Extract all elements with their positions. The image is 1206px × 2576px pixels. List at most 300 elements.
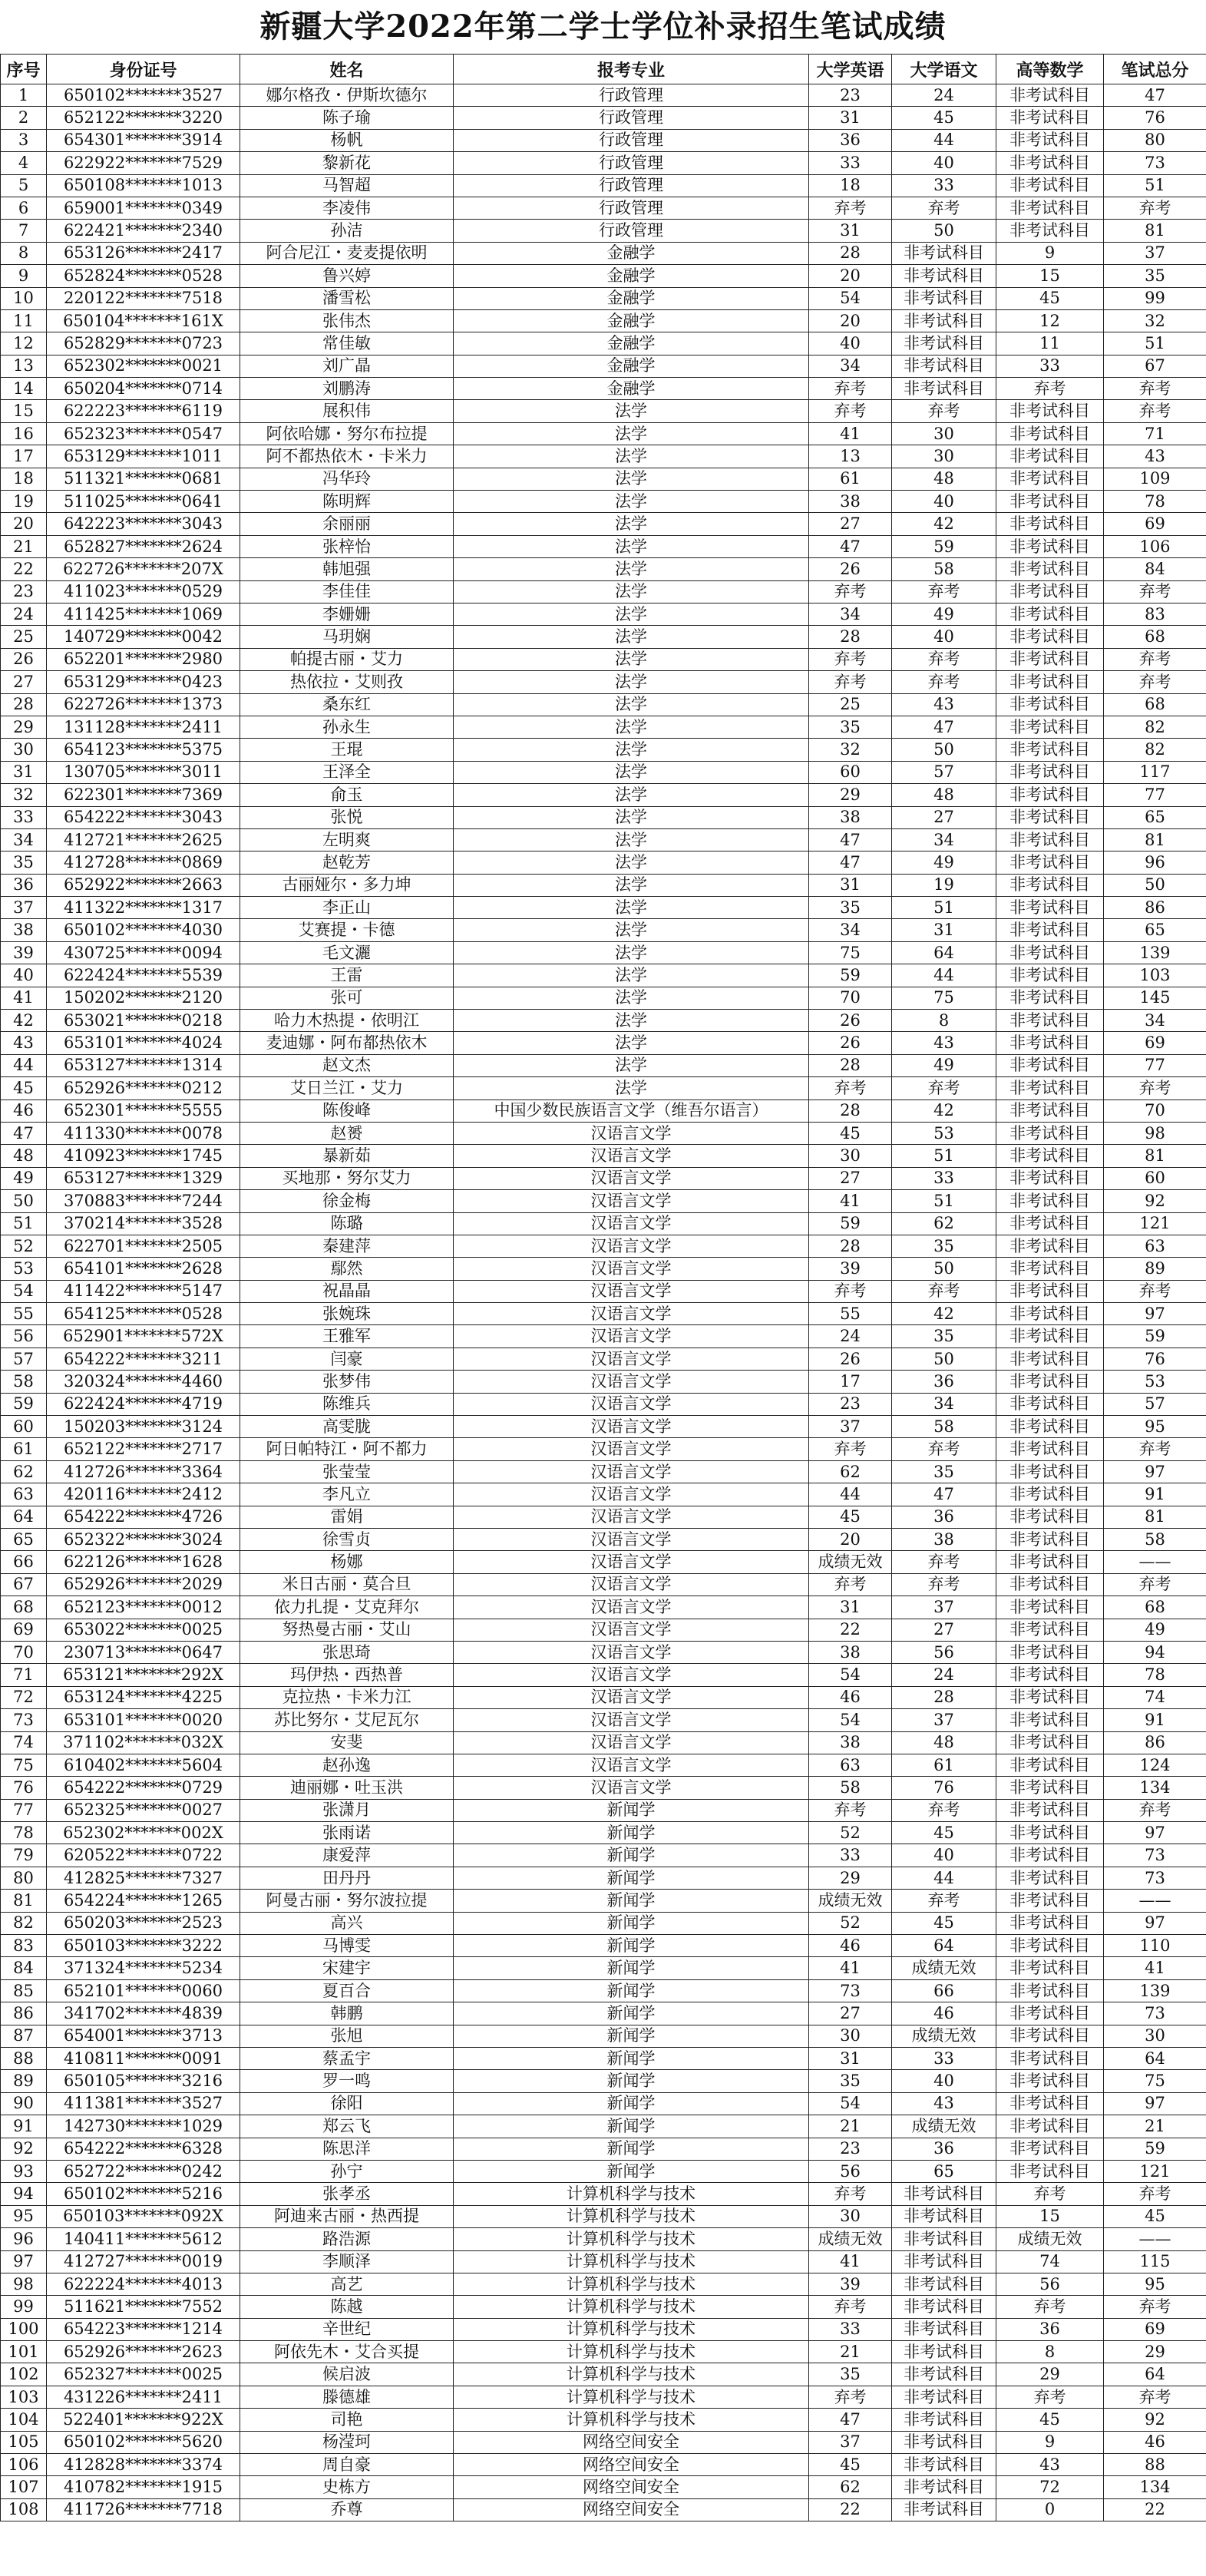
table-row <box>1 2318 1206 2340</box>
cell-math: 非考试科目 <box>996 1529 1104 1551</box>
table-row <box>1 603 1206 625</box>
cell-english: 52 <box>809 1822 892 1844</box>
header-english: 大学英语 <box>809 55 892 84</box>
cell-seq: 82 <box>1 1912 47 1934</box>
table-row <box>1 2025 1206 2047</box>
cell-english: 75 <box>809 941 892 964</box>
cell-id-number: 650102*******5620 <box>47 2431 240 2453</box>
cell-seq: 9 <box>1 265 47 287</box>
cell-id-number: 412828*******3374 <box>47 2454 240 2476</box>
cell-major: 计算机科学与技术 <box>454 2363 809 2386</box>
cell-seq: 108 <box>1 2498 47 2521</box>
cell-id-number: 652322*******3024 <box>47 1529 240 1551</box>
cell-chinese: 弃考 <box>892 1799 996 1821</box>
cell-seq: 46 <box>1 1100 47 1122</box>
cell-name: 赵乾芳 <box>240 852 454 874</box>
cell-id-number: 652325*******0027 <box>47 1799 240 1821</box>
cell-seq: 65 <box>1 1529 47 1551</box>
cell-name: 赵赟 <box>240 1122 454 1144</box>
cell-seq: 102 <box>1 2363 47 2386</box>
cell-math: 74 <box>996 2250 1104 2273</box>
header-major: 报考专业 <box>454 55 809 84</box>
cell-major: 行政管理 <box>454 129 809 151</box>
table-row <box>1 265 1206 287</box>
cell-total: 弃考 <box>1104 648 1206 670</box>
cell-math: 非考试科目 <box>996 1596 1104 1619</box>
cell-total: —— <box>1104 1551 1206 1573</box>
cell-english: 30 <box>809 2205 892 2227</box>
cell-english: 41 <box>809 1190 892 1212</box>
cell-id-number: 653101*******4024 <box>47 1032 240 1054</box>
cell-chinese: 37 <box>892 1596 996 1619</box>
cell-math: 非考试科目 <box>996 1280 1104 1302</box>
cell-id-number: 511321*******0681 <box>47 468 240 490</box>
cell-chinese: 44 <box>892 1867 996 1889</box>
cell-name: 余丽丽 <box>240 513 454 535</box>
cell-chinese: 30 <box>892 445 996 468</box>
table-row <box>1 1664 1206 1686</box>
cell-math: 非考试科目 <box>996 1957 1104 1979</box>
cell-total: 92 <box>1104 1190 1206 1212</box>
cell-seq: 50 <box>1 1190 47 1212</box>
table-row <box>1 1641 1206 1663</box>
table-row <box>1 129 1206 151</box>
cell-id-number: 412727*******0019 <box>47 2250 240 2273</box>
cell-seq: 69 <box>1 1619 47 1641</box>
table-row <box>1 897 1206 919</box>
cell-chinese: 50 <box>892 1258 996 1280</box>
cell-english: 41 <box>809 2250 892 2273</box>
table-row <box>1 1551 1206 1573</box>
cell-chinese: 非考试科目 <box>892 355 996 377</box>
cell-chinese: 33 <box>892 2047 996 2069</box>
cell-math: 非考试科目 <box>996 1822 1104 1844</box>
cell-id-number: 622224*******4013 <box>47 2273 240 2295</box>
cell-name: 努热曼古丽・艾山 <box>240 1619 454 1641</box>
cell-math: 非考试科目 <box>996 987 1104 1009</box>
cell-chinese: 非考试科目 <box>892 287 996 309</box>
table-row <box>1 1619 1206 1641</box>
cell-chinese: 弃考 <box>892 671 996 693</box>
cell-major: 新闻学 <box>454 1912 809 1934</box>
cell-math: 非考试科目 <box>996 761 1104 783</box>
cell-id-number: 622726*******207X <box>47 558 240 580</box>
cell-total: 68 <box>1104 1596 1206 1619</box>
cell-chinese: 65 <box>892 2160 996 2182</box>
cell-chinese: 45 <box>892 107 996 129</box>
cell-major: 法学 <box>454 987 809 1009</box>
table-row <box>1 2273 1206 2295</box>
cell-chinese: 非考试科目 <box>892 2363 996 2386</box>
cell-math: 非考试科目 <box>996 1258 1104 1280</box>
cell-major: 汉语言文学 <box>454 1619 809 1641</box>
cell-english: 弃考 <box>809 648 892 670</box>
cell-english: 弃考 <box>809 1077 892 1100</box>
cell-seq: 55 <box>1 1303 47 1325</box>
cell-math: 非考试科目 <box>996 1438 1104 1460</box>
cell-major: 汉语言文学 <box>454 1122 809 1144</box>
cell-name: 张思琦 <box>240 1641 454 1663</box>
cell-math: 非考试科目 <box>996 491 1104 513</box>
table-row <box>1 2296 1206 2318</box>
cell-major: 新闻学 <box>454 1935 809 1957</box>
cell-seq: 105 <box>1 2431 47 2453</box>
cell-english: 29 <box>809 784 892 806</box>
cell-name: 毛文灑 <box>240 941 454 964</box>
cell-english: 弃考 <box>809 1438 892 1460</box>
cell-id-number: 653101*******0020 <box>47 1709 240 1731</box>
table-row <box>1 1393 1206 1415</box>
cell-math: 非考试科目 <box>996 1912 1104 1934</box>
cell-english: 24 <box>809 1325 892 1348</box>
cell-chinese: 50 <box>892 1348 996 1370</box>
table-row <box>1 2070 1206 2092</box>
cell-seq: 1 <box>1 84 47 107</box>
score-table <box>0 54 1206 2521</box>
cell-seq: 75 <box>1 1754 47 1776</box>
cell-name: 艾日兰江・艾力 <box>240 1077 454 1100</box>
cell-seq: 95 <box>1 2205 47 2227</box>
cell-seq: 61 <box>1 1438 47 1460</box>
cell-seq: 73 <box>1 1709 47 1731</box>
table-row <box>1 2386 1206 2408</box>
cell-major: 新闻学 <box>454 1822 809 1844</box>
cell-major: 网络空间安全 <box>454 2498 809 2521</box>
table-row <box>1 445 1206 468</box>
table-row <box>1 535 1206 557</box>
cell-math: 非考试科目 <box>996 1506 1104 1528</box>
cell-math: 非考试科目 <box>996 874 1104 896</box>
cell-math: 非考试科目 <box>996 558 1104 580</box>
cell-name: 罗一鸣 <box>240 2070 454 2092</box>
cell-chinese: 50 <box>892 739 996 761</box>
cell-seq: 23 <box>1 580 47 603</box>
cell-id-number: 140411*******5612 <box>47 2228 240 2250</box>
cell-major: 行政管理 <box>454 84 809 107</box>
cell-math: 非考试科目 <box>996 580 1104 603</box>
cell-id-number: 622424*******4719 <box>47 1393 240 1415</box>
cell-seq: 56 <box>1 1325 47 1348</box>
cell-math: 非考试科目 <box>996 1167 1104 1189</box>
cell-chinese: 非考试科目 <box>892 265 996 287</box>
cell-id-number: 622223*******6119 <box>47 400 240 422</box>
cell-id-number: 430725*******0094 <box>47 941 240 964</box>
cell-id-number: 620522*******0722 <box>47 1844 240 1867</box>
cell-total: 43 <box>1104 445 1206 468</box>
cell-math: 9 <box>996 2431 1104 2453</box>
cell-total: 41 <box>1104 1957 1206 1979</box>
header-math: 高等数学 <box>996 55 1104 84</box>
table-row <box>1 964 1206 987</box>
cell-total: 86 <box>1104 897 1206 919</box>
cell-english: 成绩无效 <box>809 2228 892 2250</box>
cell-major: 计算机科学与技术 <box>454 2205 809 2227</box>
cell-major: 法学 <box>454 964 809 987</box>
cell-id-number: 431226*******2411 <box>47 2386 240 2408</box>
cell-seq: 45 <box>1 1077 47 1100</box>
cell-math: 非考试科目 <box>996 129 1104 151</box>
cell-english: 26 <box>809 1348 892 1370</box>
cell-english: 弃考 <box>809 1280 892 1302</box>
cell-seq: 19 <box>1 491 47 513</box>
cell-math: 非考试科目 <box>996 1235 1104 1257</box>
cell-total: 弃考 <box>1104 2386 1206 2408</box>
cell-total: 50 <box>1104 874 1206 896</box>
cell-math: 12 <box>996 309 1104 332</box>
cell-english: 47 <box>809 828 892 851</box>
cell-math: 非考试科目 <box>996 2160 1104 2182</box>
cell-name: 陈思洋 <box>240 2138 454 2160</box>
table-row <box>1 1438 1206 1460</box>
cell-english: 弃考 <box>809 197 892 219</box>
cell-chinese: 非考试科目 <box>892 242 996 264</box>
cell-total: 68 <box>1104 693 1206 716</box>
cell-math: 33 <box>996 355 1104 377</box>
cell-math: 非考试科目 <box>996 964 1104 987</box>
cell-id-number: 652302*******0021 <box>47 355 240 377</box>
cell-math: 非考试科目 <box>996 1619 1104 1641</box>
cell-english: 31 <box>809 1596 892 1619</box>
cell-major: 汉语言文学 <box>454 1573 809 1596</box>
cell-name: 辛世纪 <box>240 2318 454 2340</box>
cell-id-number: 220122*******7518 <box>47 287 240 309</box>
cell-english: 59 <box>809 964 892 987</box>
table-row <box>1 1890 1206 1912</box>
cell-id-number: 370883*******7244 <box>47 1190 240 1212</box>
cell-major: 金融学 <box>454 309 809 332</box>
cell-math: 非考试科目 <box>996 1731 1104 1754</box>
cell-major: 新闻学 <box>454 2138 809 2160</box>
cell-major: 网络空间安全 <box>454 2431 809 2453</box>
cell-english: 41 <box>809 422 892 445</box>
table-row <box>1 84 1206 107</box>
cell-english: 34 <box>809 603 892 625</box>
cell-chinese: 36 <box>892 2138 996 2160</box>
cell-name: 李凌伟 <box>240 197 454 219</box>
cell-id-number: 654222*******3043 <box>47 806 240 828</box>
cell-id-number: 652827*******2624 <box>47 535 240 557</box>
cell-name: 高兴 <box>240 1912 454 1934</box>
cell-seq: 38 <box>1 919 47 941</box>
cell-english: 20 <box>809 1529 892 1551</box>
cell-total: 124 <box>1104 1754 1206 1776</box>
cell-id-number: 653127*******1314 <box>47 1054 240 1076</box>
table-row <box>1 1460 1206 1483</box>
cell-seq: 5 <box>1 174 47 197</box>
cell-id-number: 650102*******5216 <box>47 2183 240 2205</box>
cell-seq: 83 <box>1 1935 47 1957</box>
cell-id-number: 652327*******0025 <box>47 2363 240 2386</box>
cell-name: 雷娟 <box>240 1506 454 1528</box>
cell-id-number: 652829*******0723 <box>47 332 240 355</box>
cell-name: 闫豪 <box>240 1348 454 1370</box>
cell-id-number: 650203*******2523 <box>47 1912 240 1934</box>
cell-major: 计算机科学与技术 <box>454 2386 809 2408</box>
cell-name: 祝晶晶 <box>240 1280 454 1302</box>
cell-math: 非考试科目 <box>996 220 1104 242</box>
table-row <box>1 2047 1206 2069</box>
cell-total: 75 <box>1104 2070 1206 2092</box>
cell-id-number: 654222*******4726 <box>47 1506 240 1528</box>
cell-id-number: 653129*******1011 <box>47 445 240 468</box>
table-row <box>1 309 1206 332</box>
cell-id-number: 652926*******2029 <box>47 1573 240 1596</box>
cell-math: 非考试科目 <box>996 1393 1104 1415</box>
cell-name: 李正山 <box>240 897 454 919</box>
cell-math: 非考试科目 <box>996 1212 1104 1235</box>
cell-total: 71 <box>1104 422 1206 445</box>
table-row <box>1 1167 1206 1189</box>
cell-major: 法学 <box>454 445 809 468</box>
cell-id-number: 622421*******2340 <box>47 220 240 242</box>
cell-name: 张梦伟 <box>240 1371 454 1393</box>
cell-total: 76 <box>1104 107 1206 129</box>
cell-chinese: 48 <box>892 1731 996 1754</box>
cell-math: 36 <box>996 2318 1104 2340</box>
cell-name: 康爱萍 <box>240 1844 454 1867</box>
cell-major: 汉语言文学 <box>454 1754 809 1776</box>
cell-seq: 107 <box>1 2476 47 2498</box>
cell-chinese: 47 <box>892 1483 996 1506</box>
table-row <box>1 987 1206 1009</box>
cell-major: 金融学 <box>454 332 809 355</box>
cell-chinese: 51 <box>892 1190 996 1212</box>
cell-seq: 72 <box>1 1686 47 1708</box>
table-row <box>1 332 1206 355</box>
cell-seq: 36 <box>1 874 47 896</box>
cell-chinese: 49 <box>892 852 996 874</box>
header-id-number: 身份证号 <box>47 55 240 84</box>
cell-name: 高艺 <box>240 2273 454 2295</box>
cell-english: 45 <box>809 1506 892 1528</box>
cell-seq: 26 <box>1 648 47 670</box>
cell-chinese: 40 <box>892 152 996 174</box>
cell-math: 非考试科目 <box>996 852 1104 874</box>
cell-name: 郑云飞 <box>240 2115 454 2138</box>
cell-major: 汉语言文学 <box>454 1460 809 1483</box>
cell-id-number: 230713*******0647 <box>47 1641 240 1663</box>
table-row <box>1 378 1206 400</box>
cell-english: 弃考 <box>809 2183 892 2205</box>
cell-total: 34 <box>1104 1010 1206 1032</box>
cell-seq: 4 <box>1 152 47 174</box>
table-row <box>1 1483 1206 1506</box>
table-row <box>1 2228 1206 2250</box>
table-row <box>1 2205 1206 2227</box>
cell-id-number: 650103*******092X <box>47 2205 240 2227</box>
cell-name: 鄢然 <box>240 1258 454 1280</box>
cell-english: 54 <box>809 1709 892 1731</box>
cell-chinese: 非考试科目 <box>892 2409 996 2431</box>
cell-chinese: 45 <box>892 1912 996 1934</box>
cell-math: 非考试科目 <box>996 445 1104 468</box>
cell-name: 依力扎提・艾克拜尔 <box>240 1596 454 1619</box>
table-row <box>1 2498 1206 2521</box>
cell-name: 王琨 <box>240 739 454 761</box>
cell-name: 王雷 <box>240 964 454 987</box>
cell-name: 高雯胧 <box>240 1416 454 1438</box>
cell-major: 法学 <box>454 716 809 738</box>
table-row <box>1 1235 1206 1257</box>
table-row <box>1 1122 1206 1144</box>
cell-seq: 88 <box>1 2047 47 2069</box>
cell-name: 徐阳 <box>240 2092 454 2115</box>
cell-total: 53 <box>1104 1371 1206 1393</box>
cell-chinese: 33 <box>892 1167 996 1189</box>
cell-total: 97 <box>1104 1912 1206 1934</box>
cell-name: 杨娜 <box>240 1551 454 1573</box>
cell-total: 64 <box>1104 2047 1206 2069</box>
cell-total: 弃考 <box>1104 2183 1206 2205</box>
cell-major: 汉语言文学 <box>454 1212 809 1235</box>
cell-math: 非考试科目 <box>996 468 1104 490</box>
cell-major: 法学 <box>454 626 809 648</box>
cell-math: 45 <box>996 287 1104 309</box>
cell-english: 弃考 <box>809 2296 892 2318</box>
cell-math: 非考试科目 <box>996 1867 1104 1889</box>
cell-total: 134 <box>1104 1777 1206 1799</box>
cell-name: 夏百合 <box>240 1979 454 2002</box>
cell-name: 司艳 <box>240 2409 454 2431</box>
cell-math: 非考试科目 <box>996 1664 1104 1686</box>
cell-seq: 60 <box>1 1416 47 1438</box>
cell-major: 法学 <box>454 693 809 716</box>
cell-total: 121 <box>1104 2160 1206 2182</box>
cell-seq: 54 <box>1 1280 47 1302</box>
cell-english: 成绩无效 <box>809 1551 892 1573</box>
cell-math: 非考试科目 <box>996 1325 1104 1348</box>
cell-english: 36 <box>809 129 892 151</box>
cell-name: 秦建萍 <box>240 1235 454 1257</box>
table-row <box>1 2250 1206 2273</box>
table-row <box>1 1145 1206 1167</box>
cell-chinese: 弃考 <box>892 648 996 670</box>
cell-id-number: 652926*******0212 <box>47 1077 240 1100</box>
cell-seq: 51 <box>1 1212 47 1235</box>
cell-chinese: 弃考 <box>892 580 996 603</box>
cell-total: 98 <box>1104 1122 1206 1144</box>
cell-name: 帕提古丽・艾力 <box>240 648 454 670</box>
cell-name: 阿依哈娜・努尔布拉提 <box>240 422 454 445</box>
cell-total: 弃考 <box>1104 400 1206 422</box>
cell-math: 非考试科目 <box>996 1709 1104 1731</box>
cell-total: 弃考 <box>1104 378 1206 400</box>
cell-id-number: 420116*******2412 <box>47 1483 240 1506</box>
cell-total: 121 <box>1104 1212 1206 1235</box>
cell-math: 非考试科目 <box>996 1371 1104 1393</box>
cell-total: 92 <box>1104 2409 1206 2431</box>
cell-chinese: 48 <box>892 784 996 806</box>
cell-major: 计算机科学与技术 <box>454 2250 809 2273</box>
cell-total: 145 <box>1104 987 1206 1009</box>
table-row <box>1 220 1206 242</box>
cell-english: 73 <box>809 1979 892 2002</box>
cell-chinese: 45 <box>892 1822 996 1844</box>
cell-total: 134 <box>1104 2476 1206 2498</box>
cell-math: 非考试科目 <box>996 1348 1104 1370</box>
cell-id-number: 652922*******2663 <box>47 874 240 896</box>
cell-id-number: 522401*******922X <box>47 2409 240 2431</box>
cell-seq: 62 <box>1 1460 47 1483</box>
cell-name: 张梓怡 <box>240 535 454 557</box>
cell-english: 26 <box>809 1032 892 1054</box>
cell-math: 29 <box>996 2363 1104 2386</box>
cell-total: 82 <box>1104 739 1206 761</box>
cell-english: 58 <box>809 1777 892 1799</box>
cell-name: 徐雪贞 <box>240 1529 454 1551</box>
cell-english: 45 <box>809 2454 892 2476</box>
cell-major: 法学 <box>454 468 809 490</box>
